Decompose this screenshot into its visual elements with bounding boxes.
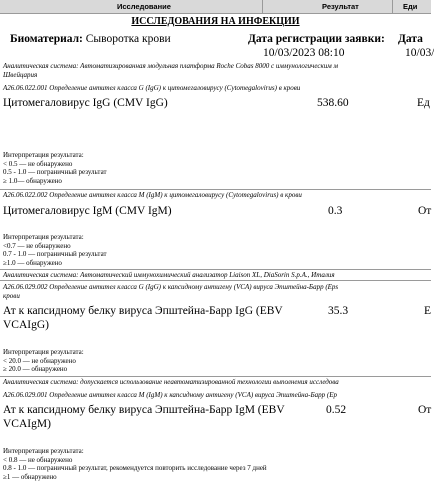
header-study: Исследование xyxy=(117,2,171,11)
test-code-cmv-igg: A26.06.022.001 Определение антител класса G (IgG) к цитомегаловирусу (Cytomegalovirus) в крови xyxy=(3,84,301,92)
interpretation-cmv-igg xyxy=(3,151,107,185)
test-name-cmv-igm: Цитомегаловирус IgM (CMV IgM) xyxy=(3,205,172,217)
result-cmv-igg: 538.60 xyxy=(317,97,349,109)
test-name-ebv-igm: Ат к капсидному белку вируса Эпштейна-Барр IgM (EBV xyxy=(3,404,285,416)
result-cmv-igm: 0.3 xyxy=(328,205,343,217)
interp-line: ≥1 — обнаружено xyxy=(3,472,57,481)
interp-line: < 20.0 — не обнаружено xyxy=(3,356,76,365)
biomaterial-value: Сыворотка крови xyxy=(85,33,171,45)
test-code-ebv-igg: A26.06.029.002 Определение антител класса G (IgG) к капсидному антигену (VCA) вируса Эпштейна-Барр (Eps xyxy=(3,283,339,291)
test-code-ebv-igm: A26.06.029.001 Определение антител класса M (IgM) к капсидному антигену (VCA) вируса Эпштейна-Барр (Ep xyxy=(3,391,337,399)
test-name-ebv-igm-cont: VCAIgM) xyxy=(3,418,51,430)
test-name-ebv-igg-cont: VCAIgG) xyxy=(3,319,49,331)
date-label-cut: Дата xyxy=(398,33,423,45)
interpretation-cmv-igm xyxy=(3,233,107,267)
header-unit: Еди xyxy=(403,2,418,11)
registration-value: 10/03/2023 08:10 xyxy=(263,47,345,59)
interp-line: Интерпретация результата: xyxy=(3,233,84,241)
result-ebv-igg: 35.3 xyxy=(328,305,349,317)
result-ebv-igm: 0.52 xyxy=(326,404,347,416)
interpretation-ebv-igg xyxy=(3,348,84,374)
table-header xyxy=(0,0,431,14)
analytic-system-3: Аналитическая система: допускается использование неавтоматизированной технологии выполнения исследова xyxy=(3,378,339,386)
test-name-cmv-igg: Цитомегаловирус IgG (CMV IgG) xyxy=(3,97,168,109)
section-title: ИССЛЕДОВАНИЯ НА ИНФЕКЦИИ xyxy=(131,16,300,27)
interpretation-ebv-igm xyxy=(3,447,267,481)
analytic-system-2: Аналитическая система: Автоматический иммунохимический анализатор Liaison XL, DiaSorin S.p.A., Италия xyxy=(3,271,335,279)
interp-line: < 0.8 — не обнаружено xyxy=(3,455,73,464)
interp-line: Интерпретация результата: xyxy=(3,151,84,159)
interp-line: 0.8 - 1.0 — пограничный результат, рекомендуется повторить исследование через 7 дней xyxy=(3,464,267,472)
header-result: Результат xyxy=(322,2,359,11)
interp-line: <0.7 — не обнаружено xyxy=(3,241,71,250)
unit-ebv-igm: От xyxy=(418,404,432,416)
unit-cmv-igm: От xyxy=(418,205,432,217)
interp-line: ≥ 1.0— обнаружено xyxy=(3,176,62,185)
date-value-cut: 10/03/ xyxy=(405,47,434,59)
biomaterial xyxy=(10,33,171,45)
interp-line: 0.7 - 1.0 — пограничный результат xyxy=(3,250,107,258)
interp-line: Интерпретация результата: xyxy=(3,348,84,356)
interp-line: ≥1.0 — обнаружено xyxy=(3,258,62,267)
unit-ebv-igg: Е xyxy=(424,305,432,317)
test-code-ebv-igg-cont: крови xyxy=(3,292,20,300)
interp-line: Интерпретация результата: xyxy=(3,447,84,455)
interp-line: < 0.5 — не обнаружено xyxy=(3,159,73,168)
biomaterial-label: Биоматериал: xyxy=(10,33,83,45)
analytic-system-1: Аналитическая система: Автоматизированная модульная платформа Roche Cobas 8000 с иммунологическим м xyxy=(3,62,338,70)
interp-line: ≥ 20.0 — обнаружено xyxy=(3,365,68,373)
test-name-ebv-igg: Ат к капсидному белку вируса Эпштейна-Барр IgG (EBV xyxy=(3,305,283,317)
interp-line: 0.5 - 1.0 — пограничный результат xyxy=(3,168,107,176)
unit-cmv-igg: Ед xyxy=(417,97,430,109)
registration-label: Дата регистрации заявки: xyxy=(248,33,385,45)
test-code-cmv-igm: A26.06.022.002 Определение антител класса M (IgM) к цитомегаловирусу (Cytomegalovirus) в крови xyxy=(3,191,302,199)
analytic-system-1-cont: Швейцария xyxy=(3,71,38,79)
